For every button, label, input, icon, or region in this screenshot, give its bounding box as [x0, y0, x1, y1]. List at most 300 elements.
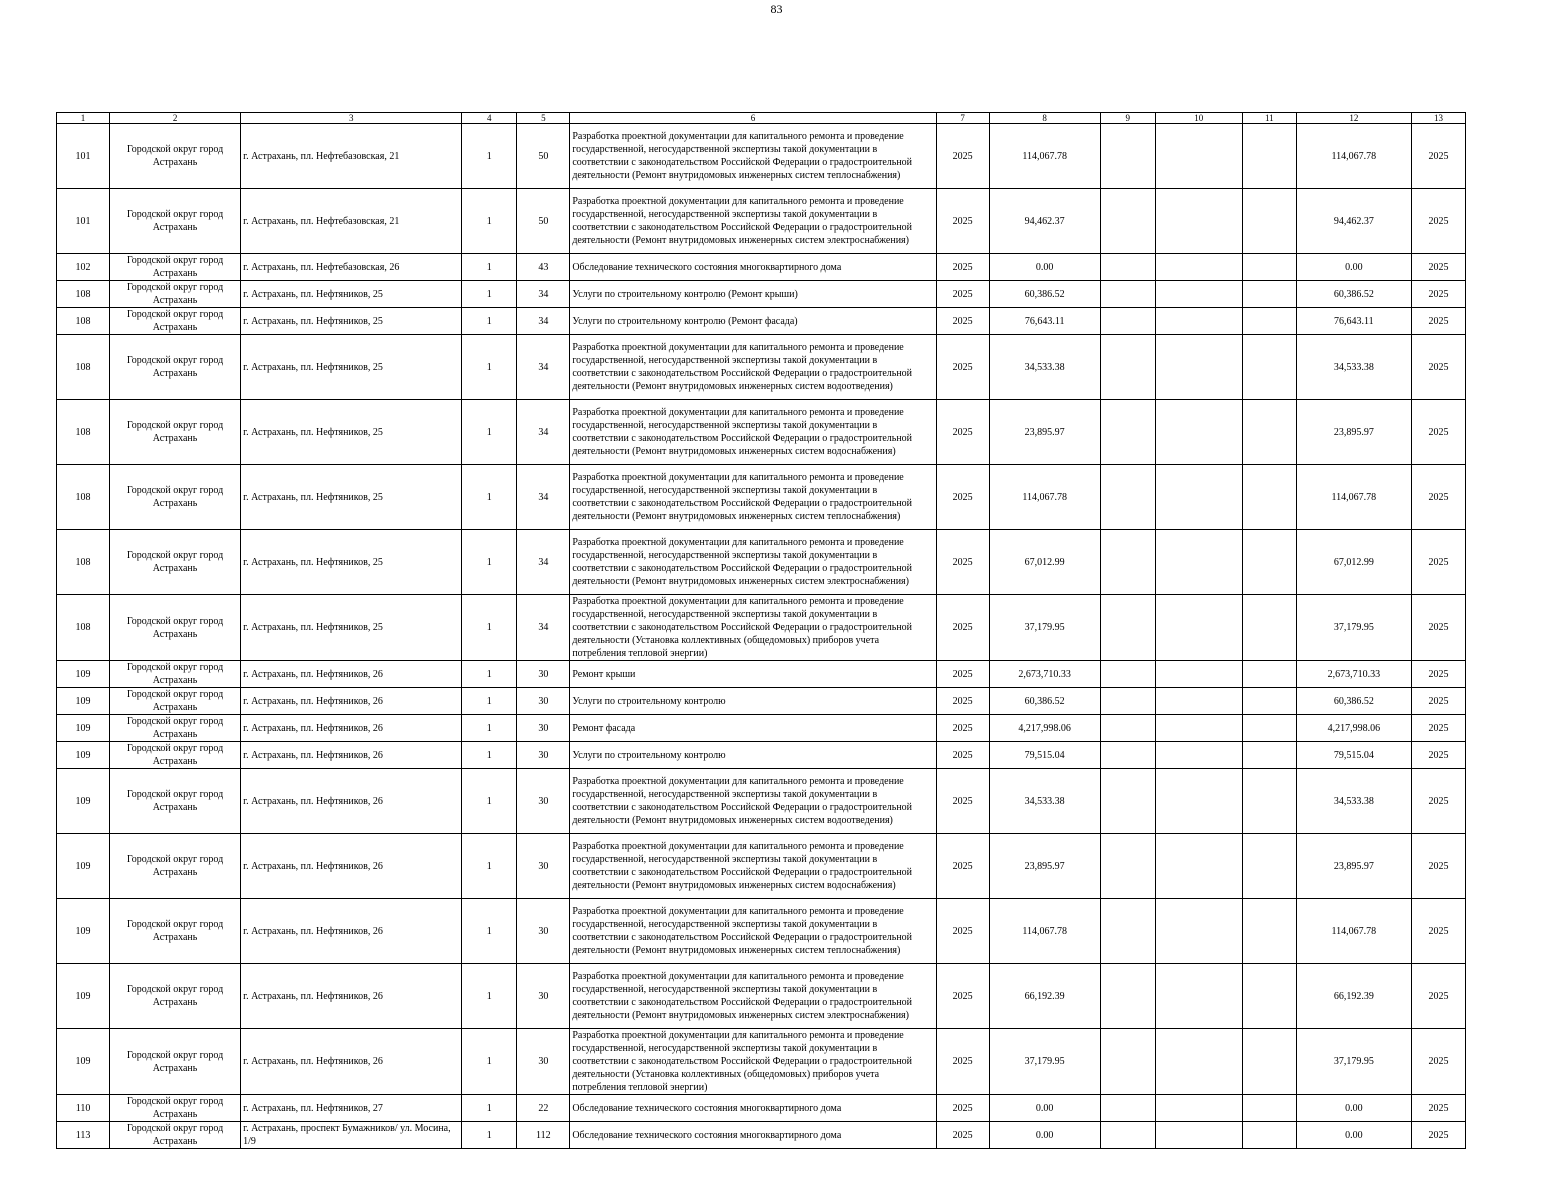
municipality-cell: Городской округ город Астрахань [110, 964, 241, 1029]
building-count-cell: 1 [462, 1122, 517, 1149]
municipality-cell: Городской округ город Астрахань [110, 254, 241, 281]
municipality-cell: Городской округ город Астрахань [110, 308, 241, 335]
year-cell: 2025 [936, 254, 989, 281]
column-13-cell: 2025 [1411, 595, 1465, 661]
address-cell: г. Астрахань, проспект Бумажников/ ул. Мосина, 1/9 [241, 1122, 462, 1149]
column-5-cell: 34 [517, 595, 570, 661]
municipality-cell: Городской округ город Астрахань [110, 1122, 241, 1149]
column-13-cell: 2025 [1411, 1095, 1465, 1122]
column-13-cell: 2025 [1411, 769, 1465, 834]
column-9-cell [1100, 595, 1155, 661]
column-10-cell [1155, 742, 1242, 769]
year-cell: 2025 [936, 964, 989, 1029]
year-cell: 2025 [936, 530, 989, 595]
building-count-cell: 1 [462, 688, 517, 715]
column-12-cell: 23,895.97 [1296, 834, 1411, 899]
column-9-cell [1100, 769, 1155, 834]
municipality-cell: Городской округ город Астрахань [110, 834, 241, 899]
table-row [57, 124, 1466, 189]
work-description-cell: Услуги по строительному контролю [570, 742, 936, 769]
work-description-cell: Разработка проектной документации для капитального ремонта и проведение государственной, негосударственной экспертизы такой документации в соответствии с законодательством Российской Федерации о градостроительной деятельности (Ремонт внутридомовых инженерных систем водоотведения) [570, 769, 936, 834]
municipality-cell: Городской округ город Астрахань [110, 688, 241, 715]
table-row [57, 189, 1466, 254]
address-cell: г. Астрахань, пл. Нефтяников, 27 [241, 1095, 462, 1122]
work-description-cell: Разработка проектной документации для капитального ремонта и проведение государственной, негосударственной экспертизы такой документации в соответствии с законодательством Российской Федерации о градостроительной деятельности (Ремонт внутридомовых инженерных систем теплоснабжения) [570, 465, 936, 530]
row-number: 101 [57, 189, 110, 254]
column-header: 8 [989, 113, 1100, 124]
row-number: 113 [57, 1122, 110, 1149]
column-header: 7 [936, 113, 989, 124]
row-number: 108 [57, 595, 110, 661]
address-cell: г. Астрахань, пл. Нефтяников, 25 [241, 530, 462, 595]
cost-cell: 79,515.04 [989, 742, 1100, 769]
year-cell: 2025 [936, 661, 989, 688]
municipality-cell: Городской округ город Астрахань [110, 465, 241, 530]
column-9-cell [1100, 530, 1155, 595]
municipality-cell: Городской округ город Астрахань [110, 400, 241, 465]
column-9-cell [1100, 124, 1155, 189]
municipality-cell: Городской округ город Астрахань [110, 1095, 241, 1122]
column-10-cell [1155, 715, 1242, 742]
column-11-cell [1242, 715, 1296, 742]
table-row [57, 308, 1466, 335]
column-13-cell: 2025 [1411, 688, 1465, 715]
column-header: 1 [57, 113, 110, 124]
column-header: 4 [462, 113, 517, 124]
municipality-cell: Городской округ город Астрахань [110, 769, 241, 834]
year-cell: 2025 [936, 595, 989, 661]
municipality-cell: Городской округ город Астрахань [110, 281, 241, 308]
year-cell: 2025 [936, 1122, 989, 1149]
address-cell: г. Астрахань, пл. Нефтяников, 26 [241, 742, 462, 769]
building-count-cell: 1 [462, 124, 517, 189]
column-13-cell: 2025 [1411, 899, 1465, 964]
column-5-cell: 34 [517, 530, 570, 595]
column-10-cell [1155, 189, 1242, 254]
address-cell: г. Астрахань, пл. Нефтяников, 26 [241, 834, 462, 899]
row-number: 108 [57, 281, 110, 308]
work-description-cell: Услуги по строительному контролю (Ремонт крыши) [570, 281, 936, 308]
cost-cell: 0.00 [989, 1122, 1100, 1149]
cost-cell: 94,462.37 [989, 189, 1100, 254]
column-11-cell [1242, 769, 1296, 834]
work-description-cell: Разработка проектной документации для капитального ремонта и проведение государственной, негосударственной экспертизы такой документации в соответствии с законодательством Российской Федерации о градостроительной деятельности (Ремонт внутридомовых инженерных систем водоснабжения) [570, 400, 936, 465]
column-11-cell [1242, 595, 1296, 661]
column-9-cell [1100, 335, 1155, 400]
column-9-cell [1100, 964, 1155, 1029]
municipality-cell: Городской округ город Астрахань [110, 189, 241, 254]
table-body [57, 124, 1466, 1149]
table-row [57, 1122, 1466, 1149]
municipality-cell: Городской округ город Астрахань [110, 595, 241, 661]
row-number: 109 [57, 769, 110, 834]
column-9-cell [1100, 1029, 1155, 1095]
cost-cell: 76,643.11 [989, 308, 1100, 335]
work-description-cell: Разработка проектной документации для капитального ремонта и проведение государственной, негосударственной экспертизы такой документации в соответствии с законодательством Российской Федерации о градостроительной деятельности (Ремонт внутридомовых инженерных систем водоотведения) [570, 335, 936, 400]
column-10-cell [1155, 899, 1242, 964]
cost-cell: 0.00 [989, 254, 1100, 281]
cost-cell: 4,217,998.06 [989, 715, 1100, 742]
address-cell: г. Астрахань, пл. Нефтяников, 26 [241, 688, 462, 715]
column-12-cell: 114,067.78 [1296, 465, 1411, 530]
year-cell: 2025 [936, 335, 989, 400]
column-header: 2 [110, 113, 241, 124]
building-count-cell: 1 [462, 308, 517, 335]
year-cell: 2025 [936, 124, 989, 189]
cost-cell: 60,386.52 [989, 688, 1100, 715]
column-9-cell [1100, 254, 1155, 281]
row-number: 109 [57, 661, 110, 688]
column-9-cell [1100, 742, 1155, 769]
row-number: 110 [57, 1095, 110, 1122]
column-12-cell: 2,673,710.33 [1296, 661, 1411, 688]
column-5-cell: 30 [517, 964, 570, 1029]
cost-cell: 2,673,710.33 [989, 661, 1100, 688]
cost-cell: 66,192.39 [989, 964, 1100, 1029]
column-11-cell [1242, 742, 1296, 769]
column-header: 9 [1100, 113, 1155, 124]
address-cell: г. Астрахань, пл. Нефтяников, 25 [241, 335, 462, 400]
address-cell: г. Астрахань, пл. Нефтяников, 25 [241, 400, 462, 465]
column-12-cell: 0.00 [1296, 1122, 1411, 1149]
building-count-cell: 1 [462, 769, 517, 834]
building-count-cell: 1 [462, 661, 517, 688]
table-row [57, 899, 1466, 964]
year-cell: 2025 [936, 465, 989, 530]
column-13-cell: 2025 [1411, 1122, 1465, 1149]
address-cell: г. Астрахань, пл. Нефтяников, 25 [241, 465, 462, 530]
column-12-cell: 4,217,998.06 [1296, 715, 1411, 742]
column-9-cell [1100, 308, 1155, 335]
cost-cell: 114,067.78 [989, 465, 1100, 530]
year-cell: 2025 [936, 400, 989, 465]
building-count-cell: 1 [462, 254, 517, 281]
row-number: 102 [57, 254, 110, 281]
cost-cell: 23,895.97 [989, 834, 1100, 899]
municipality-cell: Городской округ город Астрахань [110, 335, 241, 400]
row-number: 109 [57, 715, 110, 742]
table-row [57, 661, 1466, 688]
work-description-cell: Услуги по строительному контролю [570, 688, 936, 715]
column-13-cell: 2025 [1411, 715, 1465, 742]
work-description-cell: Разработка проектной документации для капитального ремонта и проведение государственной, негосударственной экспертизы такой документации в соответствии с законодательством Российской Федерации о градостроительной деятельности (Ремонт внутридомовых инженерных систем водоснабжения) [570, 834, 936, 899]
column-9-cell [1100, 281, 1155, 308]
work-description-cell: Разработка проектной документации для капитального ремонта и проведение государственной, негосударственной экспертизы такой документации в соответствии с законодательством Российской Федерации о градостроительной деятельности (Установка коллективных (общедомовых) приборов учета потребления тепловой энергии) [570, 595, 936, 661]
column-10-cell [1155, 308, 1242, 335]
table-row [57, 530, 1466, 595]
row-number: 109 [57, 834, 110, 899]
building-count-cell: 1 [462, 400, 517, 465]
year-cell: 2025 [936, 769, 989, 834]
column-5-cell: 30 [517, 899, 570, 964]
work-description-cell: Услуги по строительному контролю (Ремонт фасада) [570, 308, 936, 335]
column-12-cell: 37,179.95 [1296, 1029, 1411, 1095]
cost-cell: 23,895.97 [989, 400, 1100, 465]
address-cell: г. Астрахань, пл. Нефтяников, 25 [241, 281, 462, 308]
year-cell: 2025 [936, 308, 989, 335]
column-11-cell [1242, 400, 1296, 465]
year-cell: 2025 [936, 715, 989, 742]
column-11-cell [1242, 834, 1296, 899]
column-10-cell [1155, 964, 1242, 1029]
cost-cell: 0.00 [989, 1095, 1100, 1122]
cost-cell: 114,067.78 [989, 899, 1100, 964]
row-number: 108 [57, 530, 110, 595]
municipality-cell: Городской округ город Астрахань [110, 124, 241, 189]
row-number: 109 [57, 964, 110, 1029]
column-10-cell [1155, 688, 1242, 715]
column-5-cell: 30 [517, 742, 570, 769]
row-number: 109 [57, 899, 110, 964]
row-number: 108 [57, 400, 110, 465]
column-5-cell: 34 [517, 335, 570, 400]
column-13-cell: 2025 [1411, 281, 1465, 308]
work-description-cell: Обследование технического состояния многоквартирного дома [570, 254, 936, 281]
column-13-cell: 2025 [1411, 335, 1465, 400]
year-cell: 2025 [936, 1095, 989, 1122]
building-count-cell: 1 [462, 595, 517, 661]
work-description-cell: Ремонт фасада [570, 715, 936, 742]
row-number: 109 [57, 1029, 110, 1095]
column-11-cell [1242, 899, 1296, 964]
column-5-cell: 50 [517, 189, 570, 254]
column-11-cell [1242, 281, 1296, 308]
column-12-cell: 0.00 [1296, 254, 1411, 281]
row-number: 101 [57, 124, 110, 189]
column-10-cell [1155, 661, 1242, 688]
column-11-cell [1242, 308, 1296, 335]
column-13-cell: 2025 [1411, 964, 1465, 1029]
column-12-cell: 114,067.78 [1296, 899, 1411, 964]
column-13-cell: 2025 [1411, 834, 1465, 899]
column-header: 6 [570, 113, 936, 124]
work-description-cell: Обследование технического состояния многоквартирного дома [570, 1095, 936, 1122]
address-cell: г. Астрахань, пл. Нефтяников, 26 [241, 715, 462, 742]
column-10-cell [1155, 530, 1242, 595]
column-10-cell [1155, 335, 1242, 400]
building-count-cell: 1 [462, 715, 517, 742]
column-10-cell [1155, 1029, 1242, 1095]
column-10-cell [1155, 595, 1242, 661]
row-number: 109 [57, 742, 110, 769]
column-11-cell [1242, 688, 1296, 715]
column-10-cell [1155, 834, 1242, 899]
column-10-cell [1155, 124, 1242, 189]
row-number: 108 [57, 465, 110, 530]
cost-cell: 34,533.38 [989, 769, 1100, 834]
municipality-cell: Городской округ город Астрахань [110, 742, 241, 769]
column-5-cell: 34 [517, 465, 570, 530]
year-cell: 2025 [936, 899, 989, 964]
column-12-cell: 114,067.78 [1296, 124, 1411, 189]
column-11-cell [1242, 964, 1296, 1029]
table-row [57, 254, 1466, 281]
column-11-cell [1242, 254, 1296, 281]
column-12-cell: 94,462.37 [1296, 189, 1411, 254]
year-cell: 2025 [936, 189, 989, 254]
column-11-cell [1242, 661, 1296, 688]
column-10-cell [1155, 254, 1242, 281]
table-row [57, 769, 1466, 834]
column-10-cell [1155, 281, 1242, 308]
address-cell: г. Астрахань, пл. Нефтяников, 26 [241, 769, 462, 834]
column-header: 10 [1155, 113, 1242, 124]
table-row [57, 400, 1466, 465]
building-count-cell: 1 [462, 465, 517, 530]
column-13-cell: 2025 [1411, 124, 1465, 189]
column-11-cell [1242, 335, 1296, 400]
column-11-cell [1242, 189, 1296, 254]
municipality-cell: Городской округ город Астрахань [110, 661, 241, 688]
column-5-cell: 22 [517, 1095, 570, 1122]
column-11-cell [1242, 530, 1296, 595]
column-11-cell [1242, 124, 1296, 189]
municipality-cell: Городской округ город Астрахань [110, 715, 241, 742]
building-count-cell: 1 [462, 834, 517, 899]
column-number-row [57, 113, 1466, 124]
column-12-cell: 67,012.99 [1296, 530, 1411, 595]
work-description-cell: Разработка проектной документации для капитального ремонта и проведение государственной, негосударственной экспертизы такой документации в соответствии с законодательством Российской Федерации о градостроительной деятельности (Ремонт внутридомовых инженерных систем электроснабжения) [570, 530, 936, 595]
column-header: 13 [1411, 113, 1465, 124]
table-row [57, 964, 1466, 1029]
row-number: 108 [57, 308, 110, 335]
column-5-cell: 30 [517, 661, 570, 688]
column-11-cell [1242, 1029, 1296, 1095]
column-5-cell: 30 [517, 715, 570, 742]
column-10-cell [1155, 769, 1242, 834]
table-row [57, 1095, 1466, 1122]
column-9-cell [1100, 1122, 1155, 1149]
column-13-cell: 2025 [1411, 742, 1465, 769]
table-row [57, 715, 1466, 742]
municipality-cell: Городской округ город Астрахань [110, 530, 241, 595]
cost-cell: 34,533.38 [989, 335, 1100, 400]
column-9-cell [1100, 189, 1155, 254]
year-cell: 2025 [936, 1029, 989, 1095]
column-5-cell: 50 [517, 124, 570, 189]
column-9-cell [1100, 661, 1155, 688]
column-header: 3 [241, 113, 462, 124]
column-10-cell [1155, 1122, 1242, 1149]
cost-cell: 37,179.95 [989, 595, 1100, 661]
table-row [57, 834, 1466, 899]
address-cell: г. Астрахань, пл. Нефтебазовская, 21 [241, 189, 462, 254]
column-12-cell: 34,533.38 [1296, 769, 1411, 834]
column-13-cell: 2025 [1411, 530, 1465, 595]
building-count-cell: 1 [462, 899, 517, 964]
column-5-cell: 30 [517, 834, 570, 899]
cost-cell: 60,386.52 [989, 281, 1100, 308]
column-13-cell: 2025 [1411, 400, 1465, 465]
column-12-cell: 37,179.95 [1296, 595, 1411, 661]
municipality-cell: Городской округ город Астрахань [110, 1029, 241, 1095]
column-5-cell: 30 [517, 688, 570, 715]
row-number: 108 [57, 335, 110, 400]
cost-cell: 67,012.99 [989, 530, 1100, 595]
address-cell: г. Астрахань, пл. Нефтяников, 25 [241, 308, 462, 335]
work-description-cell: Разработка проектной документации для капитального ремонта и проведение государственной, негосударственной экспертизы такой документации в соответствии с законодательством Российской Федерации о градостроительной деятельности (Установка коллективных (общедомовых) приборов учета потребления тепловой энергии) [570, 1029, 936, 1095]
column-5-cell: 112 [517, 1122, 570, 1149]
table-row [57, 465, 1466, 530]
repair-register-table [56, 112, 1466, 1149]
building-count-cell: 1 [462, 335, 517, 400]
building-count-cell: 1 [462, 1029, 517, 1095]
column-13-cell: 2025 [1411, 1029, 1465, 1095]
municipality-cell: Городской округ город Астрахань [110, 899, 241, 964]
column-12-cell: 76,643.11 [1296, 308, 1411, 335]
column-9-cell [1100, 465, 1155, 530]
address-cell: г. Астрахань, пл. Нефтяников, 26 [241, 661, 462, 688]
table-row [57, 595, 1466, 661]
column-13-cell: 2025 [1411, 308, 1465, 335]
column-11-cell [1242, 465, 1296, 530]
work-description-cell: Разработка проектной документации для капитального ремонта и проведение государственной, негосударственной экспертизы такой документации в соответствии с законодательством Российской Федерации о градостроительной деятельности (Ремонт внутридомовых инженерных систем теплоснабжения) [570, 899, 936, 964]
building-count-cell: 1 [462, 742, 517, 769]
cost-cell: 114,067.78 [989, 124, 1100, 189]
column-10-cell [1155, 400, 1242, 465]
work-description-cell: Разработка проектной документации для капитального ремонта и проведение государственной, негосударственной экспертизы такой документации в соответствии с законодательством Российской Федерации о градостроительной деятельности (Ремонт внутридомовых инженерных систем теплоснабжения) [570, 124, 936, 189]
column-9-cell [1100, 715, 1155, 742]
building-count-cell: 1 [462, 189, 517, 254]
page-number: 83 [770, 2, 783, 16]
column-12-cell: 34,533.38 [1296, 335, 1411, 400]
address-cell: г. Астрахань, пл. Нефтяников, 25 [241, 595, 462, 661]
column-header: 12 [1296, 113, 1411, 124]
building-count-cell: 1 [462, 964, 517, 1029]
work-description-cell: Разработка проектной документации для капитального ремонта и проведение государственной, негосударственной экспертизы такой документации в соответствии с законодательством Российской Федерации о градостроительной деятельности (Ремонт внутридомовых инженерных систем электроснабжения) [570, 964, 936, 1029]
column-10-cell [1155, 465, 1242, 530]
column-9-cell [1100, 1095, 1155, 1122]
table-row [57, 688, 1466, 715]
column-5-cell: 30 [517, 1029, 570, 1095]
column-5-cell: 34 [517, 308, 570, 335]
cost-cell: 37,179.95 [989, 1029, 1100, 1095]
column-12-cell: 23,895.97 [1296, 400, 1411, 465]
column-9-cell [1100, 834, 1155, 899]
column-12-cell: 79,515.04 [1296, 742, 1411, 769]
column-9-cell [1100, 688, 1155, 715]
column-13-cell: 2025 [1411, 189, 1465, 254]
building-count-cell: 1 [462, 1095, 517, 1122]
building-count-cell: 1 [462, 281, 517, 308]
table-row [57, 335, 1466, 400]
work-description-cell: Ремонт крыши [570, 661, 936, 688]
column-5-cell: 43 [517, 254, 570, 281]
column-5-cell: 30 [517, 769, 570, 834]
column-header: 11 [1242, 113, 1296, 124]
work-description-cell: Разработка проектной документации для капитального ремонта и проведение государственной, негосударственной экспертизы такой документации в соответствии с законодательством Российской Федерации о градостроительной деятельности (Ремонт внутридомовых инженерных систем электроснабжения) [570, 189, 936, 254]
year-cell: 2025 [936, 834, 989, 899]
table-row [57, 281, 1466, 308]
column-13-cell: 2025 [1411, 254, 1465, 281]
address-cell: г. Астрахань, пл. Нефтяников, 26 [241, 964, 462, 1029]
year-cell: 2025 [936, 742, 989, 769]
column-12-cell: 66,192.39 [1296, 964, 1411, 1029]
column-12-cell: 0.00 [1296, 1095, 1411, 1122]
address-cell: г. Астрахань, пл. Нефтяников, 26 [241, 1029, 462, 1095]
column-11-cell [1242, 1122, 1296, 1149]
row-number: 109 [57, 688, 110, 715]
column-5-cell: 34 [517, 400, 570, 465]
column-9-cell [1100, 400, 1155, 465]
column-11-cell [1242, 1095, 1296, 1122]
table-row [57, 742, 1466, 769]
address-cell: г. Астрахань, пл. Нефтебазовская, 21 [241, 124, 462, 189]
year-cell: 2025 [936, 688, 989, 715]
column-12-cell: 60,386.52 [1296, 688, 1411, 715]
column-9-cell [1100, 899, 1155, 964]
column-5-cell: 34 [517, 281, 570, 308]
